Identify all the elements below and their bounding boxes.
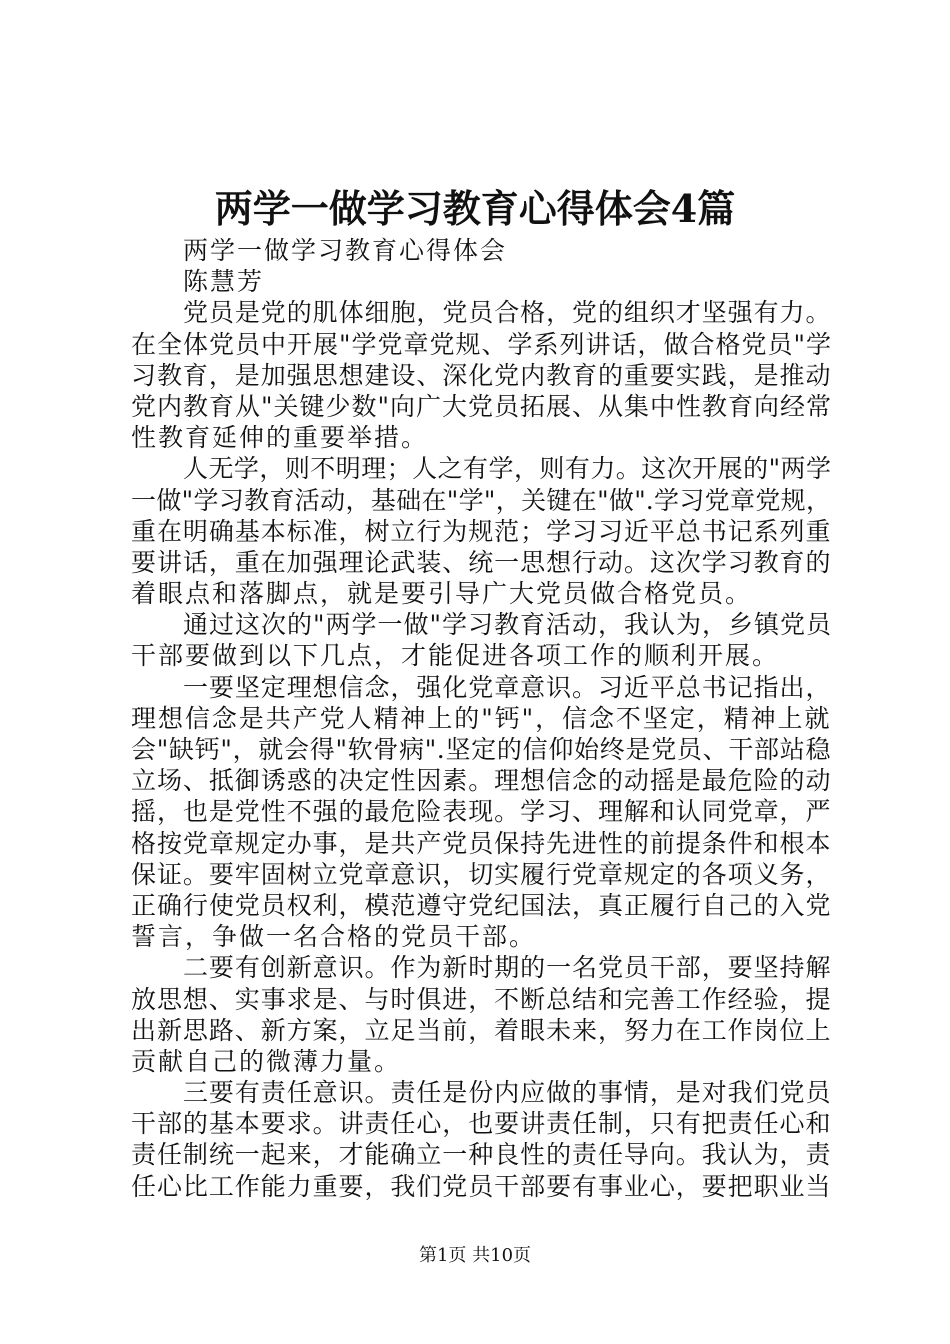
page-footer: 第1页 共10页: [418, 1245, 532, 1266]
text-line: 摇，也是党性不强的最危险表现。学习、理解和认同党章，严: [131, 797, 831, 827]
text-line: 要讲话，重在加强理论武装、统一思想行动。这次学习教育的: [131, 547, 831, 577]
document-title: 两学一做学习教育心得体会4篇: [214, 186, 736, 231]
text-line: 任心比工作能力重要，我们党员干部要有事业心，要把职业当: [131, 1171, 831, 1201]
text-line: 贡献自己的微薄力量。: [131, 1046, 402, 1076]
text-line: 理想信念是共产党人精神上的"钙"，信念不坚定，精神上就: [131, 703, 831, 733]
text-line: 格按党章规定办事，是共产党员保持先进性的前提条件和根本: [131, 828, 831, 858]
text-line: 重在明确基本标准，树立行为规范；学习习近平总书记系列重: [131, 516, 831, 546]
text-line: 性教育延伸的重要举措。: [131, 423, 429, 453]
text-line: 正确行使党员权利，模范遵守党纪国法，真正履行自己的入党: [131, 890, 831, 920]
text-line: 保证。要牢固树立党章意识，切实履行党章规定的各项义务，: [131, 859, 831, 889]
text-line: 陈慧芳: [183, 267, 265, 297]
document-body: [131, 235, 831, 1202]
text-line: 三要有责任意识。责任是份内应做的事情，是对我们党员: [183, 1078, 831, 1108]
text-line: 习教育，是加强思想建设、深化党内教育的重要实践，是推动: [131, 360, 831, 390]
text-line: 党内教育从"关键少数"向广大党员拓展、从集中性教育向经常: [131, 391, 833, 421]
text-line: 着眼点和落脚点，就是要引导广大党员做合格党员。: [131, 579, 753, 609]
text-line: 在全体党员中开展"学党章党规、学系列讲话，做合格党员"学: [131, 329, 833, 359]
text-line: 放思想、实事求是、与时俱进，不断总结和完善工作经验，提: [131, 984, 831, 1014]
text-line: 会"缺钙"，就会得"软骨病".坚定的信仰始终是党员、干部站稳: [131, 735, 831, 764]
text-line: 一要坚定理想信念，强化党章意识。习近平总书记指出，: [183, 672, 831, 702]
text-line: 人无学，则不明理；人之有学，则有力。这次开展的"两学: [183, 454, 831, 484]
text-line: 责任制统一起来，才能确立一种良性的责任导向。我认为，责: [131, 1140, 831, 1170]
text-line: 出新思路、新方案，立足当前，着眼未来，努力在工作岗位上: [131, 1015, 831, 1045]
text-line: 党员是党的肌体细胞，党员合格，党的组织才坚强有力。: [183, 298, 831, 328]
text-line: 立场、抵御诱惑的决定性因素。理想信念的动摇是最危险的动: [131, 766, 831, 796]
text-line: 誓言，争做一名合格的党员干部。: [131, 922, 537, 952]
text-line: 干部要做到以下几点，才能促进各项工作的顺利开展。: [131, 641, 780, 671]
text-line: 一做"学习教育活动，基础在"学"，关键在"做".学习党章党规，: [131, 485, 831, 515]
text-line: 二要有创新意识。作为新时期的一名党员干部，要坚持解: [183, 953, 831, 983]
text-line: 两学一做学习教育心得体会: [183, 236, 508, 265]
text-line: 通过这次的"两学一做"学习教育活动，我认为，乡镇党员: [183, 610, 833, 640]
text-line: 干部的基本要求。讲责任心，也要讲责任制，只有把责任心和: [131, 1109, 831, 1139]
